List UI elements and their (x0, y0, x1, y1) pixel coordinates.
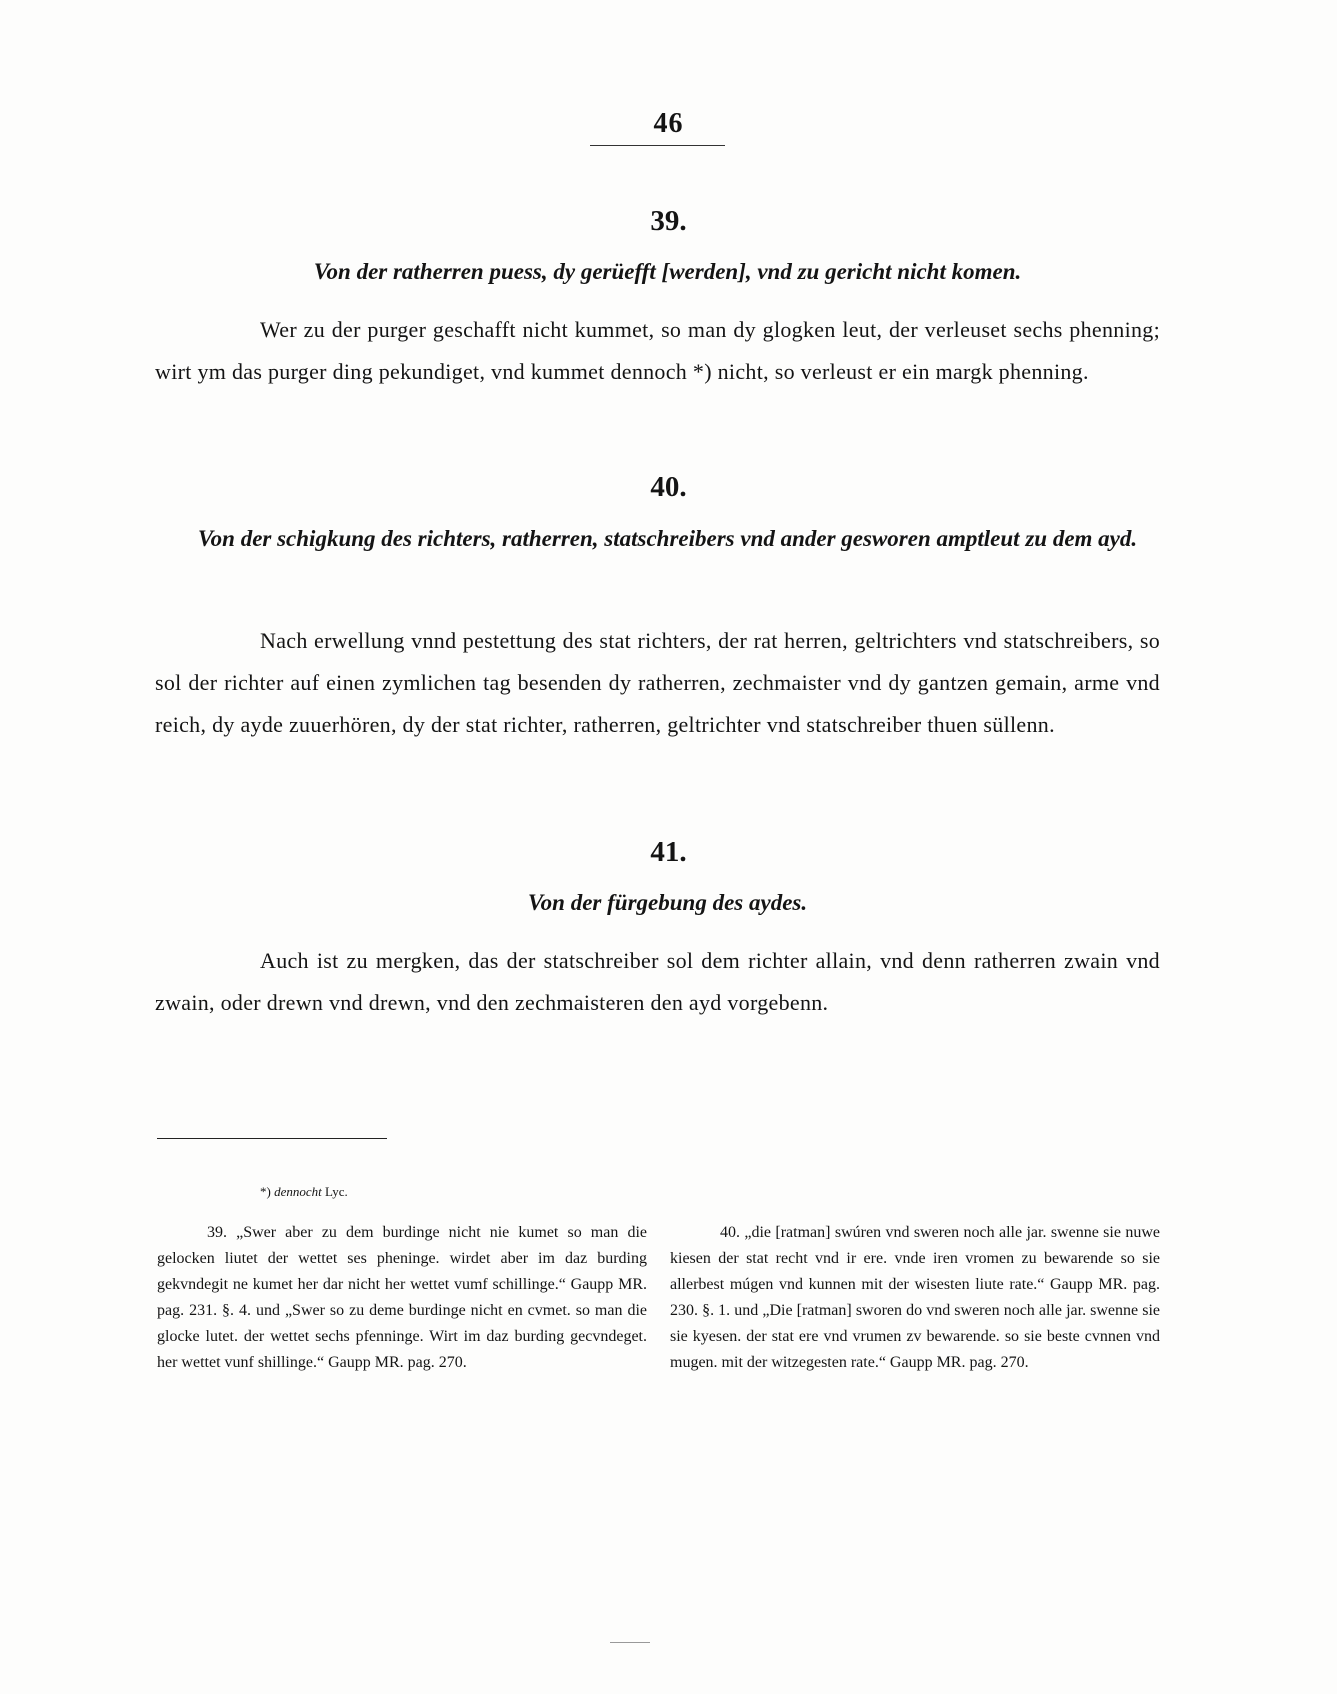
section-title-41: Von der fürgebung des aydes. (527, 890, 808, 915)
footnote-star (260, 1184, 348, 1200)
footnote-rule (157, 1138, 387, 1139)
page-number-rule (590, 145, 725, 146)
section-body-41: Auch ist zu mergken, das der statschreiber sol dem richter allain, vnd denn ratherren zwain vnd zwain, oder drewn vnd drewn, vnd den zechmaisteren den ayd vorgebenn. (155, 948, 1160, 1015)
section-title-40: Von der schigkung des richters, ratherren, statschreibers vnd ander gesworen amptleut zu dem ayd. (197, 526, 1138, 551)
footnote-39: 39. „Swer aber zu dem burdinge nicht nie kumet so man die gelocken liutet der wettet ses pheninge. wirdet aber im daz burding gekvndegit ne kumet her dar nicht her wettet vumf schillinge.“ Gaupp MR. pag. 231. §. 4. und „Swer so zu deme burdinge nicht en cvmet. so man die glocke lutet. der wettet sechs pfenninge. Wirt im daz burding gecvndeget. her wettet vunf shillinge.“ Gaupp MR. pag. 270. (157, 1224, 647, 1371)
footnote-40: 40. „die [ratman] swúren vnd sweren noch alle jar. swenne sie nuwe kiesen der stat recht vnd ir ere. vnde iren vromen zu bewarende so sie allerbest múgen vnd kunnen mit der wisesten liute rate.“ Gaupp MR. pag. 230. §. 1. und „Die [ratman] sworen do vnd sweren noch alle jar. swenne sie sie kyesen. der stat ere vnd vrumen zv bewarende. so sie beste cvnnen vnd mugen. mit der witzegesten rate.“ Gaupp MR. pag. 270. (670, 1224, 1160, 1371)
page-number: 46 (653, 108, 684, 139)
footnote-star-word: dennocht (274, 1184, 322, 1199)
footnote-star-marker: *) (260, 1184, 271, 1199)
section-number-39: 39. (650, 205, 687, 237)
section-body-39: Wer zu der purger geschafft nicht kummet, so man dy glogken leut, der verleuset sechs phenning; wirt ym das purger ding pekundiget, vnd kummet dennoch *) nicht, so verleust er ein margk phenning. (155, 317, 1160, 384)
section-body-40: Nach erwellung vnnd pestettung des stat richters, der rat herren, geltrichters vnd statschreibers, so sol der richter auf einen zymlichen tag besenden dy ratherren, zechmaister vnd dy gantzen gemain, arme vnd reich, dy ayde zuuerhören, dy der stat richter, ratherren, geltrichter vnd statschreiber thuen süllenn. (155, 628, 1160, 737)
section-number-41: 41. (650, 836, 687, 868)
footnote-star-source: Lyc. (325, 1184, 348, 1199)
section-number-40: 40. (650, 471, 687, 503)
section-title-39: Von der ratherren puess, dy gerüefft [werden], vnd zu gericht nicht komen. (313, 259, 1022, 284)
bottom-mark (610, 1642, 650, 1643)
